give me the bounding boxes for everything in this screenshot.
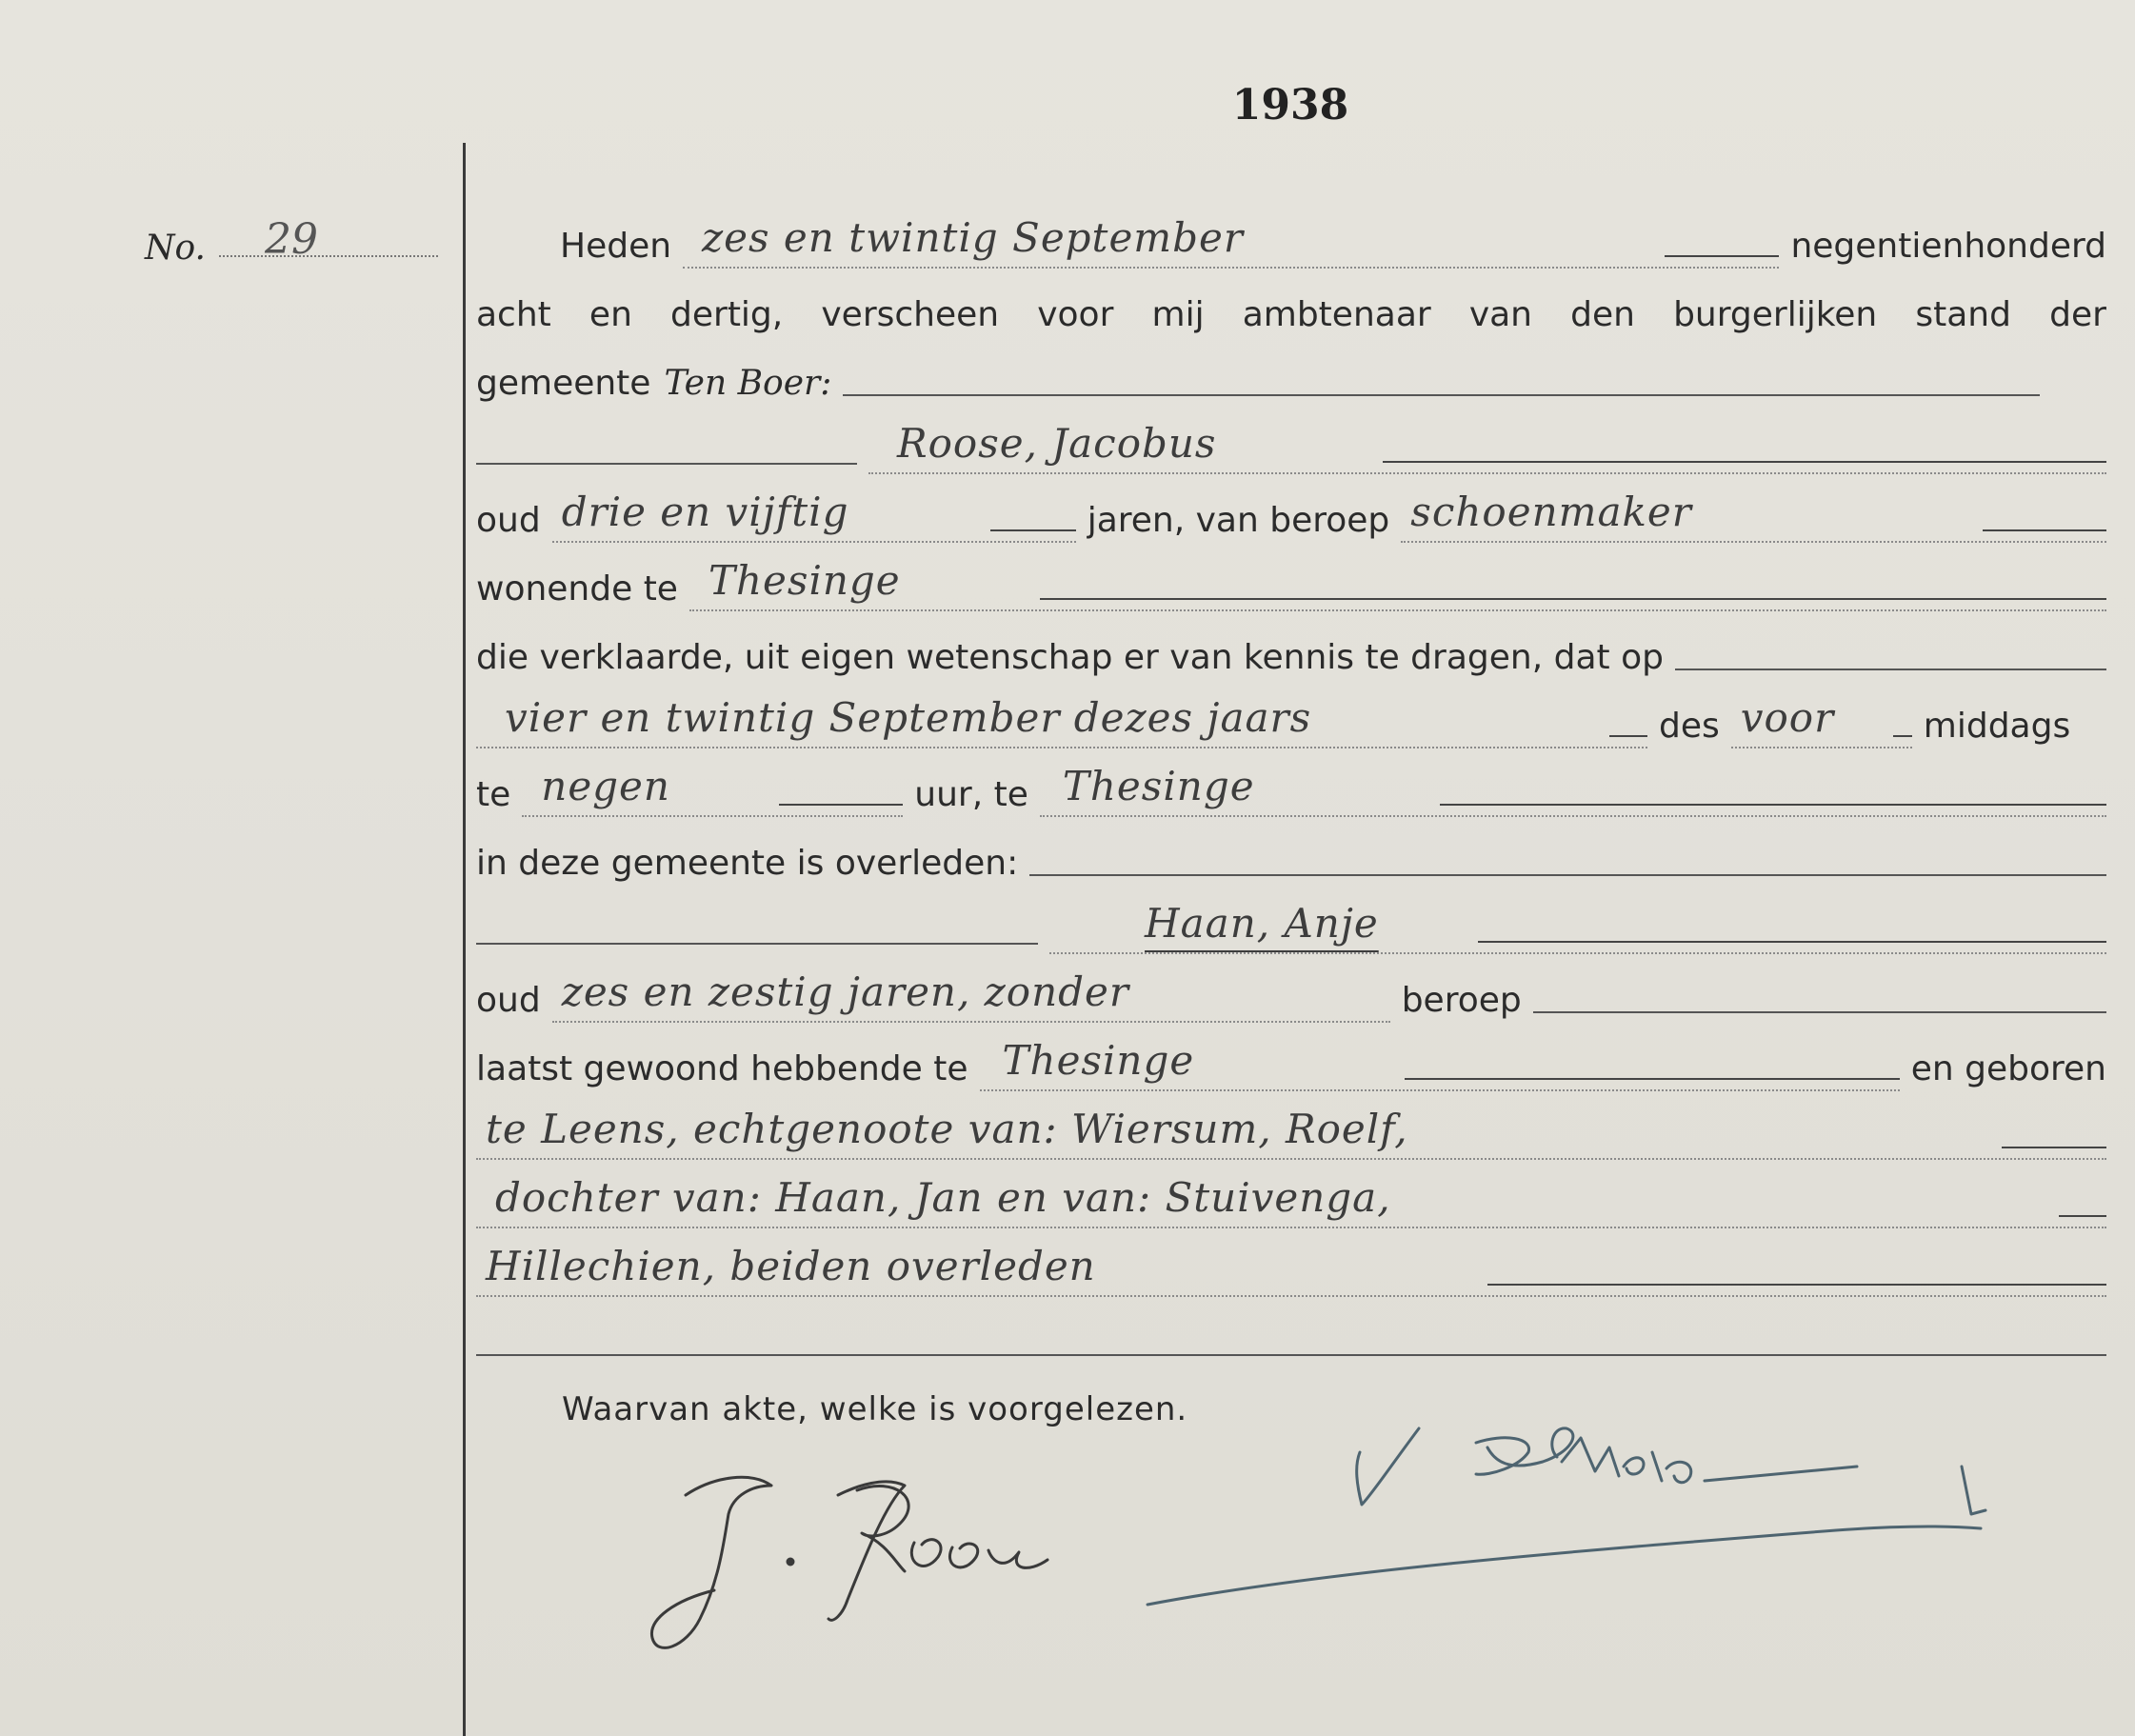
fill-dash <box>2002 1147 2106 1148</box>
line-declarant-residence <box>476 558 2106 611</box>
field-death-hour <box>522 762 903 817</box>
declarant-signature <box>629 1457 1067 1686</box>
text-jaren-van-beroep: jaren, van beroep <box>1087 501 1390 540</box>
fill-dash <box>1893 735 1912 737</box>
fill-dash <box>779 804 903 806</box>
word: dertig, <box>670 295 784 334</box>
field-birthplace-spouse <box>476 1105 2106 1160</box>
handwritten-declarant-residence: Thesinge <box>708 557 901 604</box>
handwritten-birthplace-spouse: te Leens, echtgenoote van: Wiersum, Roelf, <box>486 1106 1408 1152</box>
word: mij <box>1151 295 1205 334</box>
handwritten-declarant-occupation: schoenmaker <box>1410 489 1692 535</box>
field-declarant-name <box>868 419 2106 474</box>
fill-line <box>1029 874 2106 876</box>
official-signature <box>1133 1409 1990 1619</box>
word: den <box>1570 295 1635 334</box>
handwritten-last-residence: Thesinge <box>1002 1037 1195 1084</box>
text-beroep: beroep <box>1401 981 1522 1020</box>
text-laatst-gewoond: laatst gewoond hebbende te <box>476 1049 968 1088</box>
field-deceased-age <box>552 968 1390 1023</box>
line-gemeente <box>476 352 2106 406</box>
field-mother-name <box>476 1242 2106 1297</box>
text-oud: oud <box>476 981 541 1020</box>
field-registration-day <box>683 213 1779 269</box>
word: ambtenaar <box>1242 295 1431 334</box>
closing-statement: Waarvan akte, welke is voorgelezen. <box>562 1390 1188 1428</box>
line-death-hour-place <box>476 764 2106 817</box>
field-last-residence <box>980 1036 1900 1091</box>
line-death-date <box>476 695 2106 748</box>
field-death-date <box>476 693 1647 748</box>
record-year: 1938 <box>1231 81 1349 130</box>
fill-line <box>476 943 1038 945</box>
fill-dash <box>1383 461 2106 463</box>
word: verscheen <box>821 295 1000 334</box>
text-wonende-te: wonende te <box>476 569 678 609</box>
text-gemeente: gemeente <box>476 364 651 403</box>
field-parents <box>476 1173 2106 1228</box>
line-parents <box>476 1175 2106 1228</box>
text-verklaarde: die verklaarde, uit eigen wetenschap er van kennis te dragen, dat op <box>476 638 1664 677</box>
line-overleden <box>476 832 2106 886</box>
fill-line <box>476 1354 2106 1356</box>
fill-dash <box>1040 598 2106 600</box>
handwritten-death-date: vier en twintig September dezes jaars <box>505 694 1312 741</box>
text-middags: middags <box>1923 707 2071 746</box>
field-declarant-age <box>552 488 1076 543</box>
line-declarant-name <box>476 421 2106 474</box>
fill-line <box>476 463 857 465</box>
field-death-place <box>1040 762 2106 817</box>
text-overleden: in deze gemeente is overleden: <box>476 844 1019 883</box>
handwritten-deceased-age: zes en zestig jaren, zonder <box>561 968 1129 1015</box>
line-deceased-name <box>476 901 2106 954</box>
fill-line <box>1675 668 2106 670</box>
handwritten-deceased-name: Haan, Anje <box>1145 900 1379 947</box>
line-declarant-age-job <box>476 489 2106 543</box>
word: van <box>1468 295 1532 334</box>
word: burgerlijken <box>1673 295 1878 334</box>
handwritten-death-place: Thesinge <box>1062 763 1255 809</box>
field-declarant-residence <box>689 556 2106 611</box>
word: der <box>2049 295 2106 334</box>
word: stand <box>1915 295 2011 334</box>
handwritten-mother-name: Hillechien, beiden overleden <box>486 1243 1096 1289</box>
handwritten-parents: dochter van: Haan, Jan en van: Stuivenga, <box>495 1174 1391 1221</box>
record-number-label: No. <box>145 229 206 268</box>
record-number-dotted-rule <box>219 255 438 257</box>
fill-dash <box>1405 1078 1900 1080</box>
text-uur-te: uur, te <box>914 775 1028 814</box>
fill-line <box>843 394 2040 396</box>
handwritten-declarant-age: drie en vijftig <box>561 489 849 535</box>
text-en-geboren: en geboren <box>1910 1049 2106 1088</box>
handwritten-time-of-day: voor <box>1740 694 1835 741</box>
word: en <box>589 295 632 334</box>
word: acht <box>476 295 551 334</box>
fill-dash <box>1440 804 2106 806</box>
line-blank <box>476 1312 2106 1366</box>
text-des: des <box>1659 707 1720 746</box>
line-last-residence <box>476 1038 2106 1091</box>
field-declarant-occupation <box>1401 488 2106 543</box>
record-number-value: 29 <box>265 215 318 264</box>
fill-dash <box>990 529 1076 531</box>
line-mother-name <box>476 1244 2106 1297</box>
fill-dash <box>1478 941 2106 943</box>
text-oud: oud <box>476 501 541 540</box>
handwritten-registration-day: zes en twintig September <box>702 214 1244 261</box>
fill-dash <box>1609 735 1647 737</box>
line-verklaarde <box>476 627 2106 680</box>
fill-dash <box>2059 1215 2106 1217</box>
handwritten-death-hour: negen <box>541 763 670 809</box>
line-date-registered <box>476 215 2106 269</box>
fill-dash <box>1983 529 2106 531</box>
line-acht-en-dertig <box>476 284 2106 337</box>
handwritten-declarant-name: Roose, Jacobus <box>897 420 1217 467</box>
text-heden: Heden <box>560 227 672 266</box>
word: voor <box>1037 295 1114 334</box>
line-deceased-age <box>476 969 2106 1023</box>
margin-rule <box>463 143 466 1736</box>
field-deceased-name <box>1049 899 2106 954</box>
text-te: te <box>476 775 511 814</box>
text-negentienhonderd: negentienhonderd <box>1790 227 2106 266</box>
text-ten-boer: Ten Boer: <box>664 364 832 403</box>
field-time-of-day <box>1731 693 1912 748</box>
fill-dash <box>1665 255 1779 257</box>
line-birthplace-spouse <box>476 1107 2106 1160</box>
fill-dash <box>1487 1284 2106 1286</box>
fill-line <box>1533 1011 2106 1013</box>
